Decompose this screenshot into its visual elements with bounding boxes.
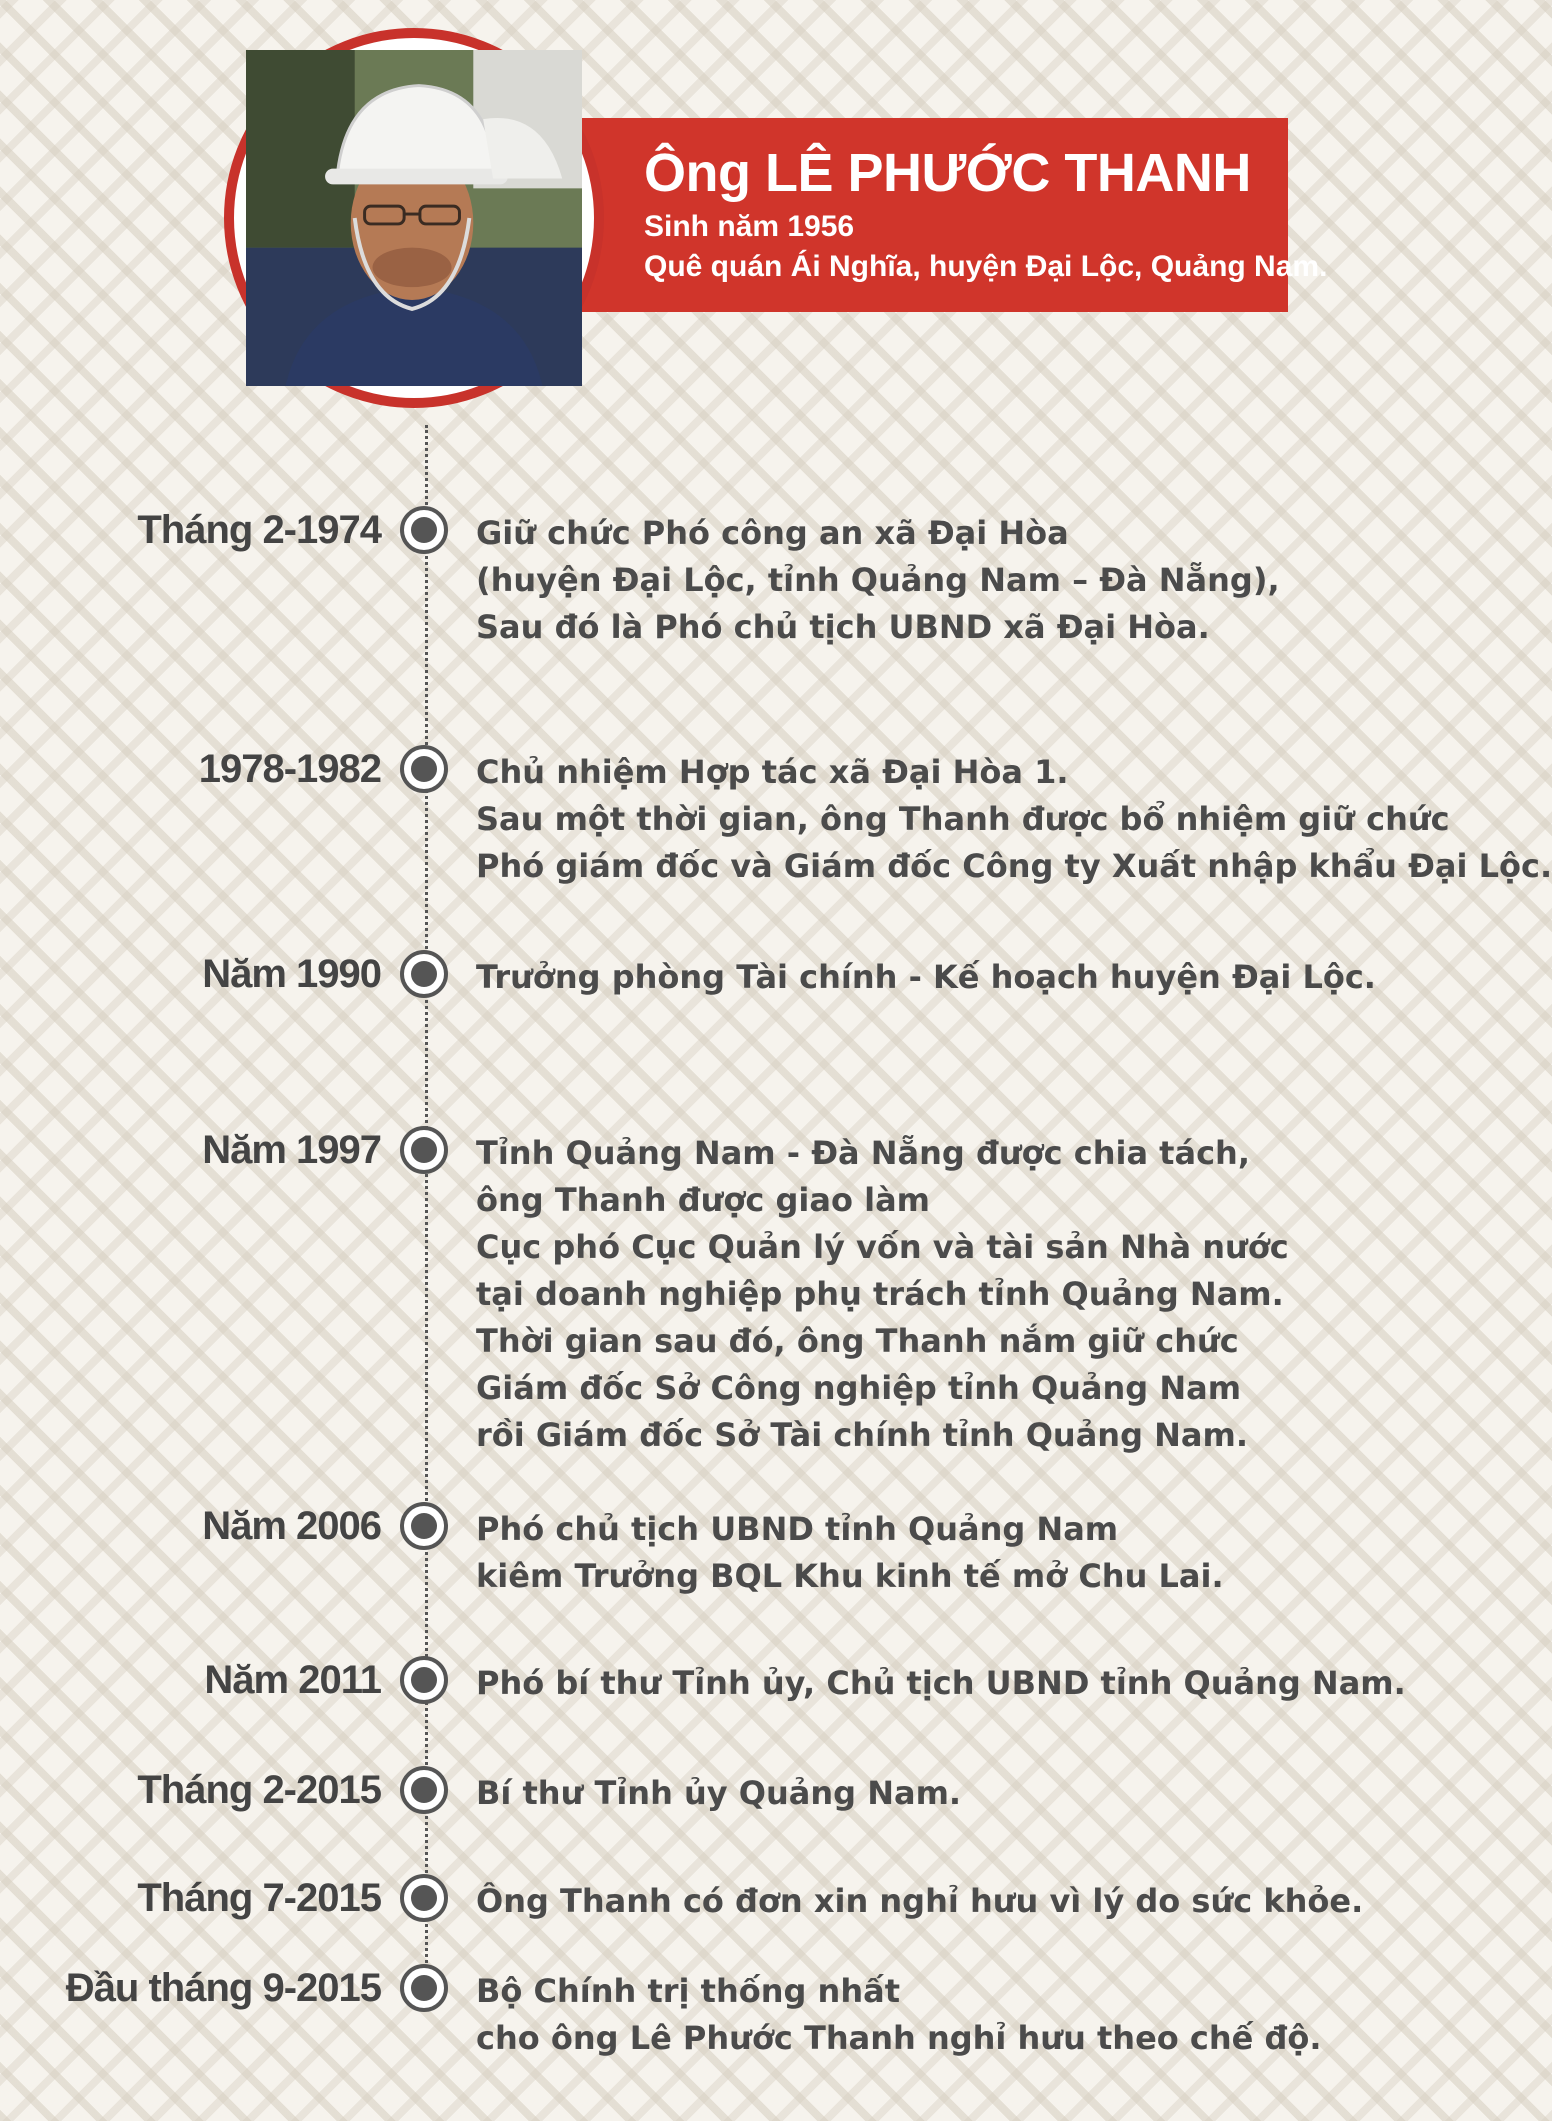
person-name: Ông LÊ PHƯỚC THANH: [644, 143, 1251, 203]
event-line: (huyện Đại Lộc, tỉnh Quảng Nam – Đà Nẵng),: [476, 561, 1280, 599]
birth-year: Sinh năm 1956: [644, 210, 855, 243]
event-description: [476, 1506, 1224, 1600]
event-date: Tháng 2-2015: [137, 1768, 381, 1812]
event-description: [476, 954, 1376, 1001]
event-date: Năm 2006: [202, 1504, 381, 1548]
event-date: Tháng 2-1974: [137, 508, 381, 552]
header-banner: [580, 118, 1328, 312]
event-line: rồi Giám đốc Sở Tài chính tỉnh Quảng Nam.: [476, 1416, 1248, 1454]
event-line: Chủ nhiệm Hợp tác xã Đại Hòa 1.: [476, 753, 1069, 791]
timeline-dot-icon: [400, 1656, 448, 1704]
event-line: Phó bí thư Tỉnh ủy, Chủ tịch UBND tỉnh Quảng Nam.: [476, 1664, 1406, 1702]
timeline-dot-icon: [400, 1502, 448, 1550]
timeline-dot-icon: [400, 745, 448, 793]
event-date: Năm 1990: [202, 952, 381, 996]
timeline-dot-icon: [400, 950, 448, 998]
event-line: Bí thư Tỉnh ủy Quảng Nam.: [476, 1774, 962, 1812]
event-description: [476, 1968, 1322, 2062]
timeline-dot-icon: [400, 1964, 448, 2012]
hometown: Quê quán Ái Nghĩa, huyện Đại Lộc, Quảng Nam.: [644, 250, 1328, 283]
event-date: 1978-1982: [198, 747, 381, 791]
event-line: cho ông Lê Phước Thanh nghỉ hưu theo chế độ.: [476, 2019, 1322, 2057]
event-description: [476, 1878, 1363, 1925]
event-line: Tỉnh Quảng Nam - Đà Nẵng được chia tách,: [476, 1134, 1250, 1172]
event-line: Giám đốc Sở Công nghiệp tỉnh Quảng Nam: [476, 1369, 1242, 1407]
timeline-dot-icon: [400, 1126, 448, 1174]
event-line: Cục phó Cục Quản lý vốn và tài sản Nhà nước: [476, 1228, 1289, 1266]
event-line: Sau đó là Phó chủ tịch UBND xã Đại Hòa.: [476, 608, 1210, 646]
event-description: [476, 1130, 1289, 1459]
event-line: Phó giám đốc và Giám đốc Công ty Xuất nhập khẩu Đại Lộc.: [476, 847, 1552, 885]
event-line: Phó chủ tịch UBND tỉnh Quảng Nam: [476, 1510, 1119, 1548]
event-description: [476, 749, 1552, 890]
event-date: Tháng 7-2015: [137, 1876, 381, 1920]
event-line: Sau một thời gian, ông Thanh được bổ nhiệm giữ chức: [476, 800, 1450, 838]
portrait-frame: [224, 28, 604, 408]
event-line: Thời gian sau đó, ông Thanh nắm giữ chức: [476, 1322, 1239, 1360]
portrait-photo: [246, 50, 582, 386]
event-description: [476, 510, 1280, 651]
timeline-dot-icon: [400, 1874, 448, 1922]
event-line: tại doanh nghiệp phụ trách tỉnh Quảng Nam.: [476, 1275, 1284, 1313]
event-line: Trưởng phòng Tài chính - Kế hoạch huyện Đại Lộc.: [476, 958, 1376, 996]
event-description: [476, 1770, 961, 1817]
timeline-dot-icon: [400, 1766, 448, 1814]
event-date: Đầu tháng 9-2015: [65, 1966, 381, 2010]
timeline-dot-icon: [400, 506, 448, 554]
event-line: ông Thanh được giao làm: [476, 1181, 930, 1219]
timeline-line: [425, 425, 428, 1980]
portrait-photo-illustration: [246, 50, 582, 386]
event-description: [476, 1660, 1406, 1707]
event-line: kiêm Trưởng BQL Khu kinh tế mở Chu Lai.: [476, 1557, 1224, 1595]
event-date: Năm 2011: [204, 1658, 381, 1702]
event-line: Ông Thanh có đơn xin nghỉ hưu vì lý do sức khỏe.: [476, 1882, 1364, 1920]
event-date: Năm 1997: [202, 1128, 381, 1172]
event-line: Bộ Chính trị thống nhất: [476, 1972, 900, 2010]
event-line: Giữ chức Phó công an xã Đại Hòa: [476, 514, 1069, 552]
